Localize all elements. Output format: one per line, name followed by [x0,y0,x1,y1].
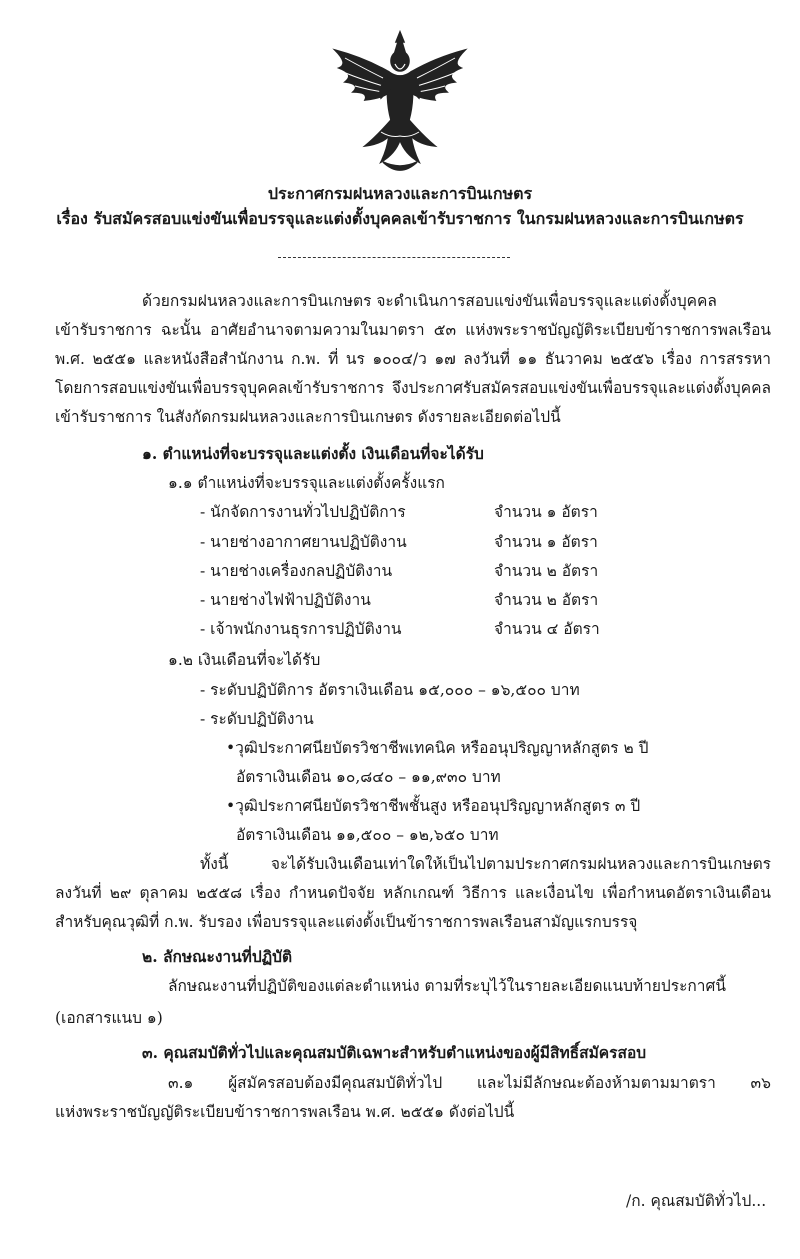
salary-note-line-3: สำหรับคุณวุฒิที่ ก.พ. รับรอง เพื่อบรรจุและแต่งตั้งเป็นข้าราชการพลเรือนสามัญแรกบรรจุ [55,913,638,931]
salary-note-line-1: ทั้งนี้ จะได้รับเงินเดือนเท่าใดให้เป็นไปตามประกาศกรมฝนหลวงและการบินเกษตร [200,855,771,873]
title-divider [278,257,510,258]
position-name: - นายช่างอากาศยานปฏิบัติงาน [200,533,407,551]
section-2-heading: ๒. ลักษณะงานที่ปฏิบัติ [142,947,293,966]
intro-line-3: พ.ศ. ๒๕๕๑ และหนังสือสำนักงาน ก.พ. ที่ นร ๑๐๐๔/ว ๑๗ ลงวันที่ ๑๑ ธันวาคม ๒๕๕๖ เรื่อง การสรรหา [55,350,771,368]
position-name: - นายช่างไฟฟ้าปฏิบัติงาน [200,591,371,609]
qualification-bullet: •วุฒิประกาศนียบัตรวิชาชีพชั้นสูง หรืออนุปริญญาหลักสูตร ๓ ปี [226,797,641,815]
position-count: จำนวน ๔ อัตรา [494,620,600,638]
position-count: จำนวน ๑ อัตรา [494,503,598,521]
section-1-1-heading: ๑.๑ ตำแหน่งที่จะบรรจุและแต่งตั้งครั้งแรก [168,474,445,492]
position-count: จำนวน ๒ อัตรา [494,562,599,580]
intro-line-4: โดยการสอบแข่งขันเพื่อบรรจุบุคคลเข้ารับราชการ จึงประกาศรับสมัครสอบแข่งขันเพื่อบรรจุและแต่งตั้งบุคคล [55,379,771,397]
salary-operator-level: - ระดับปฏิบัติงาน [200,710,314,728]
salary-note-line-2: ลงวันที่ ๒๙ ตุลาคม ๒๕๕๘ เรื่อง กำหนดปัจจัย หลักเกณฑ์ วิธีการ และเงื่อนไข เพื่อกำหนดอัตราเงินเดือน [55,884,771,902]
announcement-title: ประกาศกรมฝนหลวงและการบินเกษตร [267,184,533,203]
salary-practitioner-level: - ระดับปฏิบัติการ อัตราเงินเดือน ๑๕,๐๐๐ – ๑๖,๕๐๐ บาท [200,681,580,699]
section-3-line-2: แห่งพระราชบัญญัติระเบียบข้าราชการพลเรือน พ.ศ. ๒๕๕๑ ดังต่อไปนี้ [55,1103,515,1121]
section-3-line-1: ๓.๑ ผู้สมัครสอบต้องมีคุณสมบัติทั่วไป และไม่มีลักษณะต้องห้ามตามมาตรา ๓๖ [168,1074,771,1092]
intro-line-1: ด้วยกรมฝนหลวงและการบินเกษตร จะดำเนินการสอบแข่งขันเพื่อบรรจุและแต่งตั้งบุคคล [142,292,717,310]
position-count: จำนวน ๑ อัตรา [494,533,598,551]
announcement-subject: เรื่อง รับสมัครสอบแข่งขันเพื่อบรรจุและแต่งตั้งบุคคลเข้ารับราชการ ในกรมฝนหลวงและการบินเกษตร [56,209,744,228]
section-1-2-heading: ๑.๒ เงินเดือนที่จะได้รับ [168,651,321,669]
qualification-rate: อัตราเงินเดือน ๑๐,๘๔๐ – ๑๑,๙๓๐ บาท [236,768,501,786]
section-3-heading: ๓. คุณสมบัติทั่วไปและคุณสมบัติเฉพาะสำหรับตำแหน่งของผู้มีสิทธิ์สมัครสอบ [142,1043,647,1062]
section-2-line-1: ลักษณะงานที่ปฏิบัติของแต่ละตำแหน่ง ตามที่ระบุไว้ในรายละเอียดแนบท้ายประกาศนี้ [168,977,726,995]
position-name: - เจ้าพนักงานธุรการปฏิบัติงาน [200,620,402,638]
page-continuation: /ก. คุณสมบัติทั่วไป... [626,1192,767,1210]
intro-line-2: เข้ารับราชการ ฉะนั้น อาศัยอำนาจตามความในมาตรา ๕๓ แห่งพระราชบัญญัติระเบียบข้าราชการพลเรือน [55,321,771,339]
position-name: - นักจัดการงานทั่วไปปฏิบัติการ [200,503,406,521]
qualification-bullet: •วุฒิประกาศนียบัตรวิชาชีพเทคนิค หรืออนุปริญญาหลักสูตร ๒ ปี [226,739,649,757]
section-2-line-2: (เอกสารแนบ ๑) [55,1009,163,1027]
position-name: - นายช่างเครื่องกลปฏิบัติงาน [200,562,393,580]
position-count: จำนวน ๒ อัตรา [494,591,599,609]
section-1-heading: ๑. ตำแหน่งที่จะบรรจุและแต่งตั้ง เงินเดือนที่จะได้รับ [142,444,484,463]
qualification-rate: อัตราเงินเดือน ๑๑,๕๐๐ – ๑๒,๖๕๐ บาท [236,826,499,844]
garuda-emblem-icon [325,28,475,178]
intro-line-5: เข้ารับราชการ ในสังกัดกรมฝนหลวงและการบินเกษตร ดังรายละเอียดต่อไปนี้ [55,408,561,426]
